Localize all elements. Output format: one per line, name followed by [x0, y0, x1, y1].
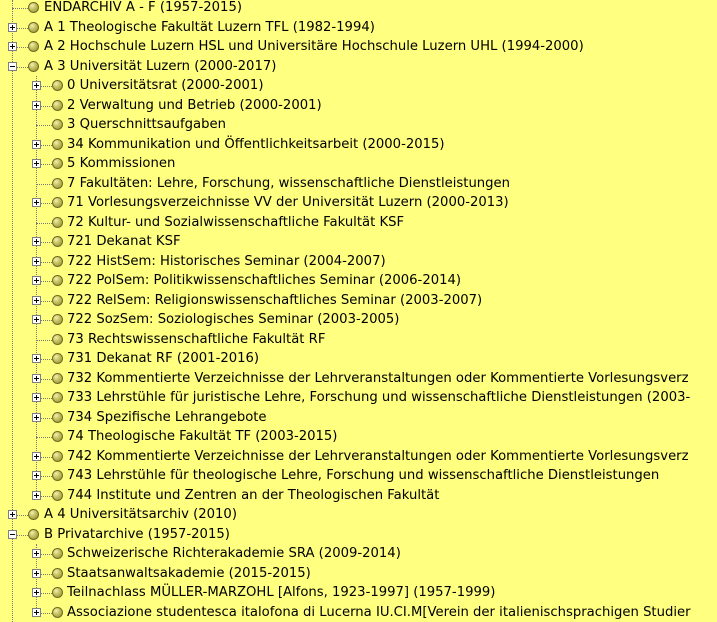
- tree-row-b-privatarchive-1957-2015[interactable]: [0, 525, 717, 545]
- tree-connector-line: [36, 437, 52, 438]
- archive-node-icon: [28, 529, 39, 540]
- tree-node-label[interactable]: 732 Kommentierte Verzeichnisse der Lehrveranstaltungen oder Kommentierte Vorlesungsverz: [67, 370, 689, 386]
- tree-row-3-querschnittsaufgaben[interactable]: [0, 115, 717, 135]
- tree-node-label[interactable]: 0 Universitätsrat (2000-2001): [67, 78, 264, 93]
- tree-node-label[interactable]: A 4 Universitätsarchiv (2010): [44, 507, 237, 522]
- expand-plus-icon[interactable]: [32, 588, 41, 597]
- archive-node-icon: [52, 412, 63, 423]
- tree-row-endarchiv-a-f-1957-2015[interactable]: [0, 0, 717, 18]
- archive-node-icon: [28, 61, 39, 72]
- tree-row-a-2-hochschule-luzern-hsl-und-universit-[interactable]: [0, 37, 717, 57]
- archive-node-icon: [28, 22, 39, 33]
- archive-node-icon: [52, 470, 63, 481]
- archive-node-icon: [28, 2, 39, 13]
- archive-node-icon: [52, 217, 63, 228]
- archive-node-icon: [52, 295, 63, 306]
- collapse-minus-icon[interactable]: [8, 530, 17, 539]
- tree-row-743-lehrst-hle-f-r-theologische-lehre-fo[interactable]: [0, 466, 717, 486]
- expand-plus-icon[interactable]: [8, 42, 17, 51]
- archive-node-icon: [52, 80, 63, 91]
- tree-row-73-rechtswissenschaftliche-fakult-t-rf[interactable]: [0, 330, 717, 350]
- tree-node-label[interactable]: 744 Institute und Zentren an der Theologischen Fakultät: [67, 487, 440, 503]
- collapse-minus-icon[interactable]: [8, 62, 17, 71]
- tree-node-label[interactable]: Associazione studentesca italofona di Lucerna IU.CI.M[Verein der italienischsprachigen Studier: [67, 604, 691, 620]
- tree-node-label[interactable]: 743 Lehrstühle für theologische Lehre, Forschung und wissenschaftliche Dienstleistungen: [67, 468, 660, 483]
- tree-row-72-kultur-und-sozialwissenschaftliche-fa[interactable]: [0, 213, 717, 233]
- expand-plus-icon[interactable]: [32, 491, 41, 500]
- expand-plus-icon[interactable]: [8, 23, 17, 32]
- archive-node-icon: [52, 158, 63, 169]
- tree-connector-line: [36, 223, 52, 224]
- tree-node-label[interactable]: 722 SozSem: Soziologisches Seminar (2003-2005): [67, 312, 400, 327]
- tree-node-label[interactable]: 72 Kultur- und Sozialwissenschaftliche Fakultät KSF: [67, 214, 405, 230]
- tree-node-label[interactable]: A 1 Theologische Fakultät Luzern TFL (1982-1994): [44, 19, 375, 35]
- archive-node-icon: [52, 490, 63, 501]
- tree-node-label[interactable]: 742 Kommentierte Verzeichnisse der Lehrveranstaltungen oder Kommentierte Vorlesungsverz: [67, 448, 689, 464]
- tree-node-label[interactable]: B Privatarchive (1957-2015): [44, 526, 230, 542]
- tree-node-label[interactable]: Teilnachlass MÜLLER-MARZOHL [Alfons, 1923-1997] (1957-1999): [67, 585, 496, 600]
- tree-node-label[interactable]: ENDARCHIV A - F (1957-2015): [44, 0, 242, 15]
- archive-node-icon: [52, 236, 63, 247]
- tree-row-722-polsem-politikwissenschaftliches-sem[interactable]: [0, 271, 717, 291]
- tree-row-teilnachlass-m-ller-marzohl-alfons-1923-[interactable]: [0, 583, 717, 603]
- expand-plus-icon[interactable]: [32, 296, 41, 305]
- expand-plus-icon[interactable]: [32, 159, 41, 168]
- expand-plus-icon[interactable]: [32, 257, 41, 266]
- expand-plus-icon[interactable]: [32, 237, 41, 246]
- archive-node-icon: [52, 373, 63, 384]
- archive-node-icon: [52, 275, 63, 286]
- archive-node-icon: [52, 197, 63, 208]
- tree-node-label[interactable]: Staatsanwaltsakademie (2015-2015): [67, 565, 311, 581]
- tree-node-label[interactable]: 73 Rechtswissenschaftliche Fakultät RF: [67, 331, 326, 347]
- archive-node-icon: [52, 587, 63, 598]
- archive-node-icon: [28, 41, 39, 52]
- tree-node-label[interactable]: 722 PolSem: Politikwissenschaftliches Seminar (2006-2014): [67, 273, 462, 288]
- expand-plus-icon[interactable]: [32, 608, 41, 617]
- tree-node-label[interactable]: 34 Kommunikation und Öffentlichkeitsarbeit (2000-2015): [67, 136, 445, 152]
- tree-row-7-fakult-ten-lehre-forschung-wissenschaf[interactable]: [0, 174, 717, 194]
- tree-row-34-kommunikation-und-ffentlichkeitsarbei[interactable]: [0, 135, 717, 155]
- tree-connector-line: [12, 8, 28, 9]
- tree-node-label[interactable]: 3 Querschnittsaufgaben: [67, 117, 226, 132]
- expand-plus-icon[interactable]: [32, 81, 41, 90]
- archive-node-icon: [52, 119, 63, 130]
- expand-plus-icon[interactable]: [32, 101, 41, 110]
- tree-row-2-verwaltung-und-betrieb-2000-2001[interactable]: [0, 96, 717, 116]
- tree-row-722-histsem-historisches-seminar-2004-20[interactable]: [0, 252, 717, 272]
- tree-node-label[interactable]: 5 Kommissionen: [67, 156, 176, 171]
- archive-node-icon: [52, 392, 63, 403]
- tree-row-staatsanwaltsakademie-2015-2015[interactable]: [0, 564, 717, 584]
- tree-node-label[interactable]: A 2 Hochschule Luzern HSL und Universitäre Hochschule Luzern UHL (1994-2000): [44, 39, 584, 54]
- tree-node-label[interactable]: 722 RelSem: Religionswissenschaftliches Seminar (2003-2007): [67, 292, 483, 308]
- tree-node-label[interactable]: 74 Theologische Fakultät TF (2003-2015): [67, 429, 338, 444]
- expand-plus-icon[interactable]: [8, 510, 17, 519]
- tree-node-label[interactable]: A 3 Universität Luzern (2000-2017): [44, 58, 277, 74]
- tree-row-a-1-theologische-fakult-t-luzern-tfl-198[interactable]: [0, 18, 717, 38]
- tree-row-71-vorlesungsverzeichnisse-vv-der-univer[interactable]: [0, 193, 717, 213]
- tree-row-5-kommissionen[interactable]: [0, 154, 717, 174]
- tree-row-associazione-studentesca-italofona-di-lu[interactable]: [0, 603, 717, 622]
- archive-node-icon: [52, 139, 63, 150]
- expand-plus-icon[interactable]: [32, 471, 41, 480]
- tree-connector-line: [36, 340, 52, 341]
- archive-node-icon: [52, 256, 63, 267]
- expand-plus-icon[interactable]: [32, 549, 41, 558]
- archive-node-icon: [52, 314, 63, 325]
- tree-row-a-3-universit-t-luzern-2000-2017[interactable]: [0, 57, 717, 77]
- expand-plus-icon[interactable]: [32, 140, 41, 149]
- tree-connector-line: [36, 125, 52, 126]
- tree-node-label[interactable]: 733 Lehrstühle für juristische Lehre, Forschung und wissenschaftliche Dienstleistungen (2003-: [67, 390, 691, 405]
- tree-node-label[interactable]: Schweizerische Richterakademie SRA (2009-2014): [67, 546, 401, 561]
- archive-node-icon: [28, 509, 39, 520]
- tree-node-label[interactable]: 2 Verwaltung und Betrieb (2000-2001): [67, 97, 322, 113]
- expand-plus-icon[interactable]: [32, 198, 41, 207]
- tree-node-label[interactable]: 7 Fakultäten: Lehre, Forschung, wissenschaftliche Dienstleistungen: [67, 175, 511, 191]
- tree-node-label[interactable]: 721 Dekanat KSF: [67, 234, 181, 249]
- tree-row-722-sozsem-soziologisches-seminar-2003-2[interactable]: [0, 310, 717, 330]
- expand-plus-icon[interactable]: [32, 569, 41, 578]
- tree-row-74-theologische-fakult-t-tf-2003-2015[interactable]: [0, 427, 717, 447]
- archive-node-icon: [52, 568, 63, 579]
- tree-row-721-dekanat-ksf[interactable]: [0, 232, 717, 252]
- tree-row-732-kommentierte-verzeichnisse-der-lehrv[interactable]: [0, 369, 717, 389]
- archive-node-icon: [52, 451, 63, 462]
- archive-node-icon: [52, 178, 63, 189]
- tree-row-schweizerische-richterakademie-sra-2009-[interactable]: [0, 544, 717, 564]
- tree-row-0-universit-tsrat-2000-2001[interactable]: [0, 76, 717, 96]
- expand-plus-icon[interactable]: [32, 393, 41, 402]
- tree-row-731-dekanat-rf-2001-2016[interactable]: [0, 349, 717, 369]
- expand-plus-icon[interactable]: [32, 354, 41, 363]
- tree-connector-line: [36, 184, 52, 185]
- tree-node-label[interactable]: 71 Vorlesungsverzeichnisse VV der Universität Luzern (2000-2013): [67, 195, 509, 210]
- expand-plus-icon[interactable]: [32, 452, 41, 461]
- expand-plus-icon[interactable]: [32, 315, 41, 324]
- expand-plus-icon[interactable]: [32, 276, 41, 285]
- tree-row-742-kommentierte-verzeichnisse-der-lehrv[interactable]: [0, 447, 717, 467]
- archive-node-icon: [52, 607, 63, 618]
- archive-node-icon: [52, 548, 63, 559]
- expand-plus-icon[interactable]: [32, 374, 41, 383]
- archive-node-icon: [52, 353, 63, 364]
- tree-node-label[interactable]: 722 HistSem: Historisches Seminar (2004-2007): [67, 253, 386, 269]
- tree-row-734-spezifische-lehrangebote[interactable]: [0, 408, 717, 428]
- tree-row-744-institute-und-zentren-an-der-theolog[interactable]: [0, 486, 717, 506]
- archive-node-icon: [52, 100, 63, 111]
- archive-node-icon: [52, 431, 63, 442]
- archive-node-icon: [52, 334, 63, 345]
- tree-row-733-lehrst-hle-f-r-juristische-lehre-for[interactable]: [0, 388, 717, 408]
- expand-plus-icon[interactable]: [32, 413, 41, 422]
- tree-row-722-relsem-religionswissenschaftliches-s[interactable]: [0, 291, 717, 311]
- tree-node-label[interactable]: 731 Dekanat RF (2001-2016): [67, 351, 260, 366]
- tree-node-label[interactable]: 734 Spezifische Lehrangebote: [67, 409, 267, 425]
- tree-row-a-4-universit-tsarchiv-2010[interactable]: [0, 505, 717, 525]
